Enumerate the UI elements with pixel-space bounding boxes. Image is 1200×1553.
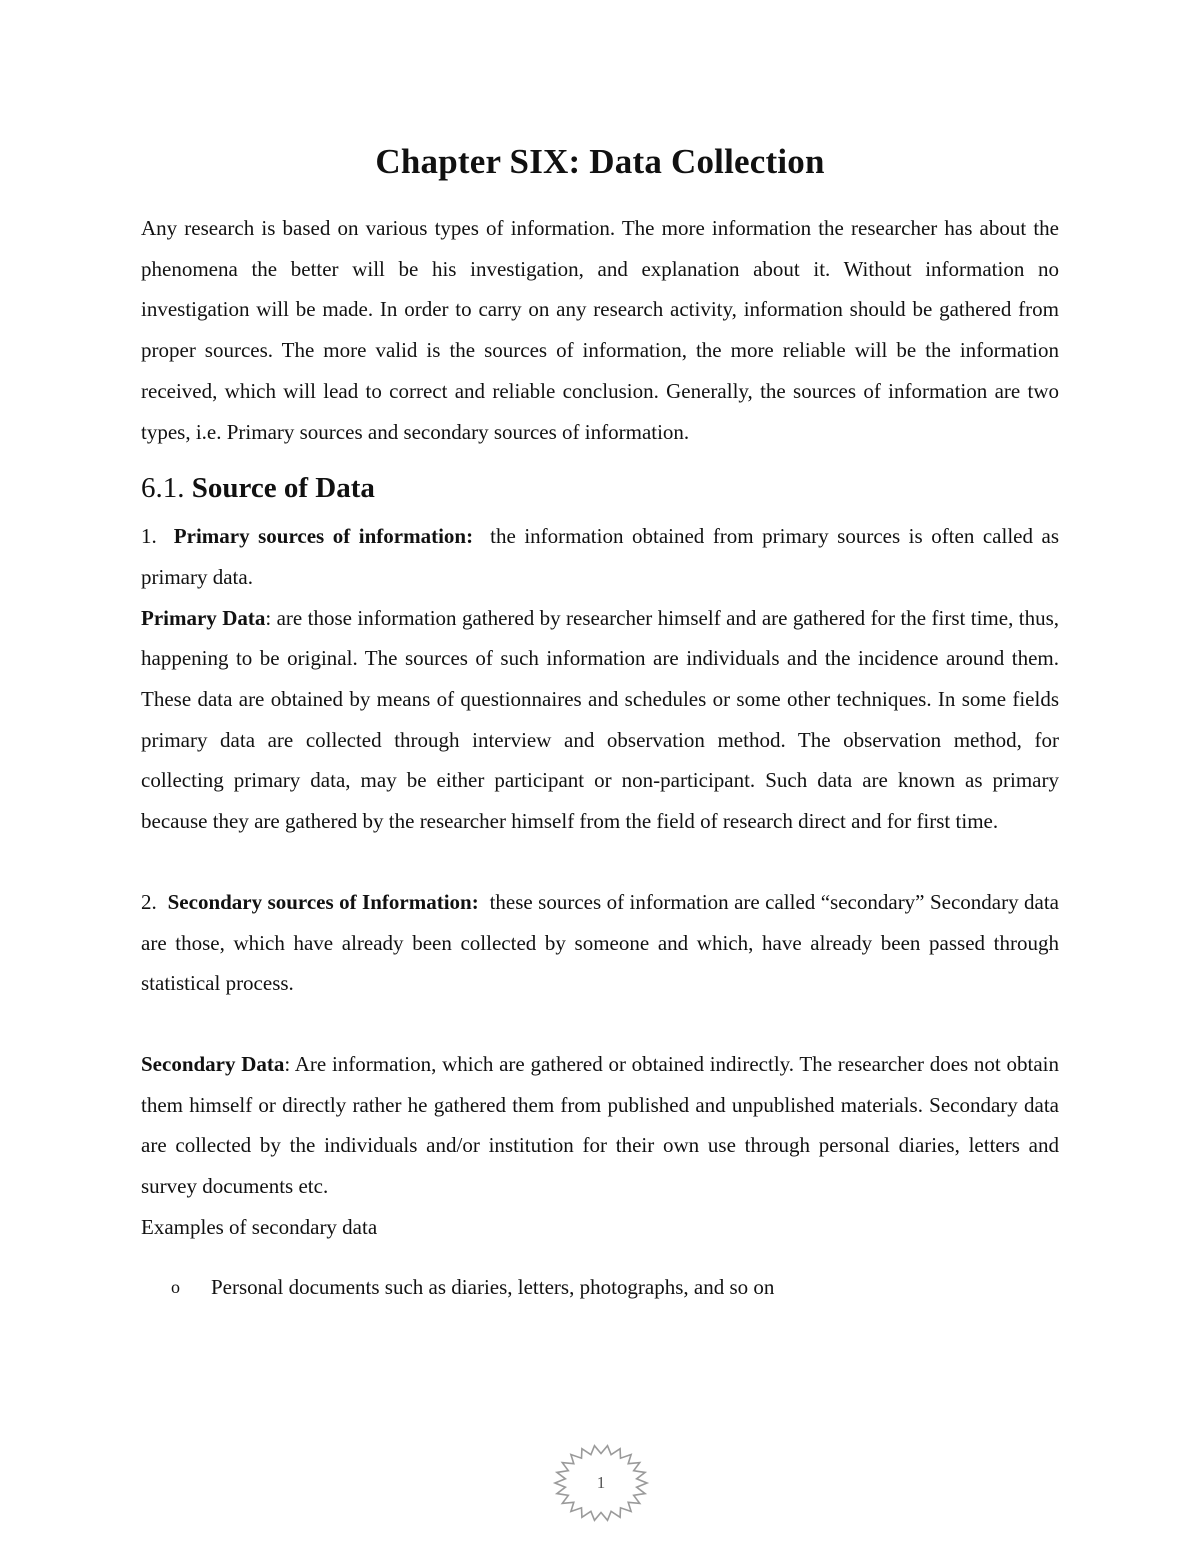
spacer [141, 1004, 1059, 1044]
section-number: 6.1. [141, 472, 185, 505]
secondary-data-paragraph [141, 1044, 1059, 1207]
secondary-sources-paragraph [141, 882, 1059, 1004]
primary-data-text: : are those information gathered by researcher himself and are gathered for the first time, thus, happening to be original. The sources of such information are individuals and the incidence around them. These data are obtained by means of questionnaires and schedules or some other techniques. In some fields primary data are collected through interview and observation method. The observation method, for collecting primary data, may be either participant or non-participant. Such data are known as primary because they are gathered by the researcher himself from the field of research direct and for first time. [141, 605, 1059, 834]
secondary-data-text: : Are information, which are gathered or obtained indirectly. The researcher does not obtain them himself or directly rather he gathered them from published and unpublished materials. Secondary data are collected by the individuals and/or institution for their own use through personal diaries, letters and survey documents etc. [141, 1051, 1059, 1199]
page-number-badge [550, 1442, 652, 1532]
examples-heading: Examples of secondary data [141, 1214, 378, 1239]
list-item [141, 1267, 1059, 1307]
document-page [141, 138, 1059, 1307]
spacer [141, 842, 1059, 882]
primary-sources-label: Primary sources of information: [173, 524, 474, 549]
example-text: Personal documents such as diaries, letters, photographs, and so on [211, 1275, 775, 1300]
secondary-sources-text: these sources of information are called “secondary” Secondary data are those, which have already been collected by someone and which, have already been passed through statistical process. [141, 889, 1059, 996]
page-number: 1 [596, 1473, 606, 1492]
secondary-data-label: Secondary Data [141, 1051, 285, 1076]
bullet-marker: o [171, 1277, 180, 1298]
section-title: Source of Data [191, 472, 375, 505]
primary-sources-text: the information obtained from primary sources is often called as primary data. [141, 524, 1060, 589]
primary-data-label: Primary Data [141, 605, 266, 630]
secondary-sources-label: Secondary sources of Information: [167, 889, 479, 914]
chapter-title: Chapter SIX: Data Collection [375, 142, 825, 181]
secondary-sources-number: 2. [141, 889, 157, 914]
examples-list [141, 1267, 1059, 1307]
primary-sources-number: 1. [141, 524, 157, 549]
primary-sources-paragraph [141, 516, 1059, 597]
intro-paragraph: Any research is based on various types of information. The more information the researcher has about the phenomena the better will be his investigation, and explanation about it. Without information no investigation will be made. In order to carry on any research activity, information should be gathered from proper sources. The more valid is the sources of information, the more reliable will be the information received, which will lead to correct and reliable conclusion. Generally, the sources of information are two types, i.e. Primary sources and secondary sources of information. [141, 216, 1059, 444]
primary-data-paragraph [141, 598, 1059, 842]
section-heading [141, 466, 1059, 510]
